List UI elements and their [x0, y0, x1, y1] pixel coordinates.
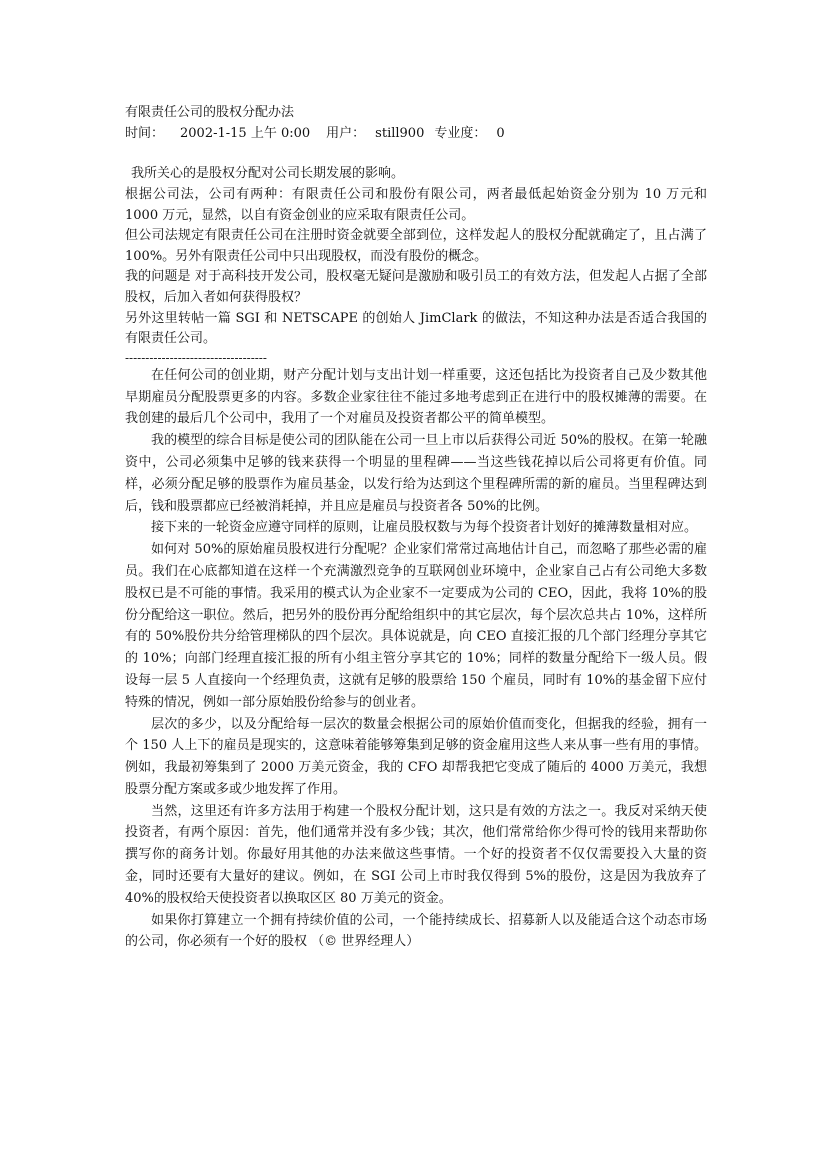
body-paragraph: 我的模型的综合目标是使公司的团队能在公司一旦上市以后获得公司近 50%的股权。在第一轮融资中，公司必须集中足够的钱来获得一个明显的里程碑——当这些钱花掉以后公司将更有价值。同样，必须分配足够的股票作为雇员基金，以发行给为达到这个里程碑所需的新的雇员。当里程碑达到后，钱和股票都应已经被消耗掉，并且应是雇员与投资者各 50%的比例。	[125, 433, 707, 514]
level-value: 0	[496, 125, 505, 141]
body-paragraph: 如何对 50%的原始雇员股权进行分配呢？企业家们常常过高地估计自己，而忽略了那些必需的雇员。我们在心底都知道在这样一个充满激烈竞争的互联网创业环境中，企业家自己占有公司绝大多数股权已是不可能的事情。我采用的模式认为企业家不一定要成为公司的 CEO，因此，我将 10%的股份分配给这一职位。然后，把另外的股份再分配给组织中的其它层次，每个层次总共占 10%，这样所有的 50%股份共分给管理梯队的四个层次。具体说就是，向 CEO 直接汇报的几个部门经理分享其它的 10%；向部门经理直接汇报的所有小组主管分享其它的 10%；同样的数量分配给下一级人员。假设每一层 5 人直接向一个经理负责，这就有足够的股票给 150 个雇员，同时有 10%的基金留下应付特殊的情况，例如一部分原始股份给参与的创业者。	[125, 542, 707, 710]
question-intro	[125, 164, 707, 349]
article-body	[125, 365, 707, 954]
body-paragraph: 接下来的一轮资金应遵守同样的原则，让雇员股权数与为每个投资者计划好的摊薄数量相对应。	[151, 520, 698, 536]
body-paragraph: 在任何公司的创业期，财产分配计划与支出计划一样重要，这还包括比为投资者自己及少数其他早期雇员分配股票更多的内容。多数企业家往往不能过多地考虑到正在进行中的股权摊薄的需要。在我创建的最后几个公司中，我用了一个对雇员及投资者都公平的简单模型。	[125, 367, 707, 427]
body-paragraph: 层次的多少，以及分配给每一层次的数量会根据公司的原始价值而变化，但据我的经验，拥有一个 150 人上下的雇员是现实的，这意味着能够筹集到足够的资金雇用这些人来从事一些有用的事情。例如，我最初筹集到了 2000 万美元资金，我的 CFO 却帮我把它变成了随后的 4000 万美元，我想股票分配方案或多或少地发挥了作用。	[125, 716, 707, 797]
time-label: 时间：	[125, 125, 165, 141]
body-paragraph: 如果你打算建立一个拥有持续价值的公司，一个能持续成长、招募新人以及能适合这个动态市场的公司，你必须有一个好的股权 （© 世界经理人）	[125, 912, 707, 950]
intro-paragraph: 我的问题是 对于高科技开发公司，股权毫无疑问是激励和吸引员工的有效方法，但发起人占据了全部股权，后加入者如何获得股权？	[125, 269, 707, 305]
body-paragraph: 当然，这里还有许多方法用于构建一个股权分配计划，这只是有效的方法之一。我反对采纳天使投资者，有两个原因：首先，他们通常并没有多少钱；其次，他们常常给你少得可怜的钱用来帮助你撰写你的商务计划。你最好用其他的办法来做这些事情。一个好的投资者不仅仅需要投入大量的资金，同时还要有大量好的建议。例如，在 SGI 公司上市时我仅得到 5%的股份，这是因为我放弃了 40%的股权给天使投资者以换取区区 80 万美元的资金。	[125, 803, 707, 906]
document-title: 有限责任公司的股权分配办法	[125, 105, 295, 120]
level-label: 专业度：	[434, 125, 487, 141]
intro-paragraph: 根据公司法，公司有两种：有限责任公司和股份有限公司，两者最低起始资金分别为 10 万元和 1000 万元，显然，以自有资金创业的应采取有限责任公司。	[125, 187, 707, 223]
intro-paragraph: 我所关心的是股权分配对公司长期发展的影响。	[131, 166, 405, 182]
user-label: 用户：	[326, 125, 366, 141]
post-meta	[125, 124, 707, 145]
intro-paragraph: 另外这里转帖一篇 SGI 和 NETSCAPE 的创始人 JimClark 的做法，不知这种办法是否适合我国的有限责任公司。	[125, 310, 707, 347]
user-value: still900	[375, 125, 425, 141]
time-value: 2002-1-15 上午 0:00	[180, 125, 311, 141]
document-page	[125, 103, 707, 953]
intro-paragraph: 但公司法规定有限责任公司在注册时资金就要全部到位，这样发起人的股权分配就确定了，且占满了 100%。另外有限责任公司中只出现股权，而没有股份的概念。	[125, 228, 707, 264]
section-divider: -----------------------------------	[125, 350, 267, 365]
